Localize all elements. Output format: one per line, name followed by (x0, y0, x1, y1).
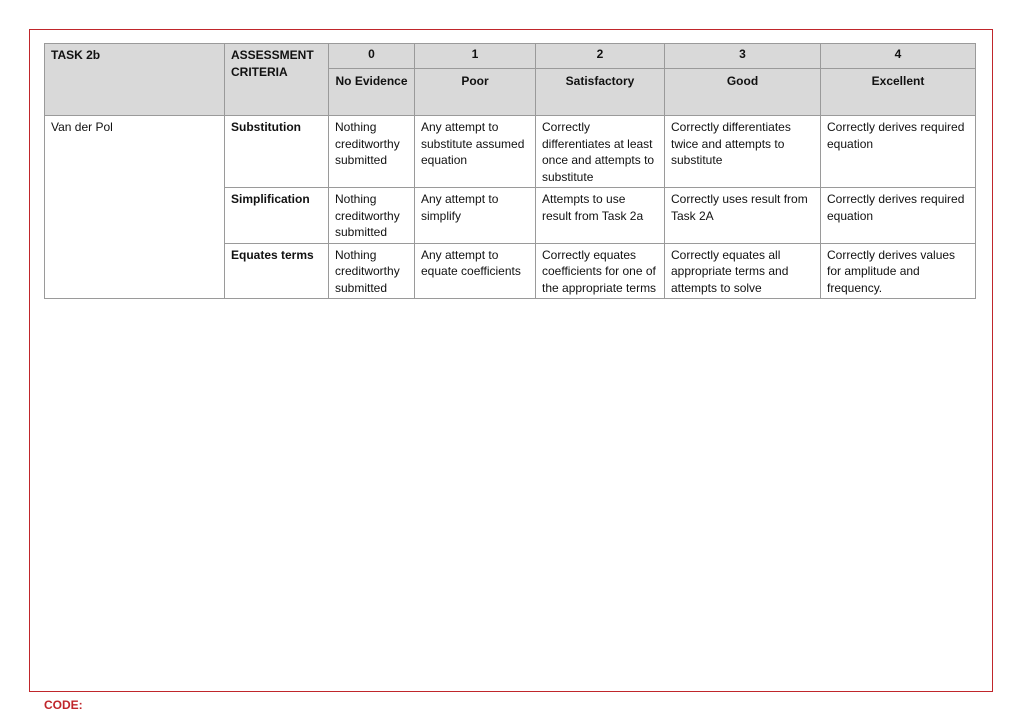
level-name-4: Excellent (821, 69, 976, 116)
rubric-cell: Correctly derives required equation (821, 188, 976, 244)
criterion-label: Substitution (225, 116, 329, 188)
criterion-label: Equates terms (225, 243, 329, 299)
topic-cell: Van der Pol (45, 116, 225, 299)
level-name-0: No Evidence (329, 69, 415, 116)
level-score-1: 1 (415, 44, 536, 69)
level-name-1: Poor (415, 69, 536, 116)
rubric-table (44, 43, 976, 299)
level-score-3: 3 (665, 44, 821, 69)
level-score-0: 0 (329, 44, 415, 69)
level-score-4: 4 (821, 44, 976, 69)
rubric-cell: Nothing creditworthy submitted (329, 188, 415, 244)
rubric-cell: Any attempt to equate coefficients (415, 243, 536, 299)
criterion-label: Simplification (225, 188, 329, 244)
rubric-cell: Nothing creditworthy submitted (329, 243, 415, 299)
level-name-3: Good (665, 69, 821, 116)
rubric-cell: Any attempt to substitute assumed equation (415, 116, 536, 188)
header-row-scores (45, 44, 976, 69)
rubric-cell: Attempts to use result from Task 2a (536, 188, 665, 244)
rubric-cell: Nothing creditworthy submitted (329, 116, 415, 188)
rubric-cell: Correctly differentiates at least once and attempts to substitute (536, 116, 665, 188)
code-label: CODE: (44, 698, 83, 712)
rubric-cell: Correctly derives required equation (821, 116, 976, 188)
rubric-cell: Correctly uses result from Task 2A (665, 188, 821, 244)
rubric-cell: Any attempt to simplify (415, 188, 536, 244)
rubric-cell: Correctly equates coefficients for one of the appropriate terms (536, 243, 665, 299)
criteria-header: ASSESSMENT CRITERIA (225, 44, 329, 116)
rubric-cell: Correctly derives values for amplitude and frequency. (821, 243, 976, 299)
task-header: TASK 2b (45, 44, 225, 116)
table-row (45, 116, 976, 188)
level-name-2: Satisfactory (536, 69, 665, 116)
rubric-cell: Correctly equates all appropriate terms and attempts to solve (665, 243, 821, 299)
level-score-2: 2 (536, 44, 665, 69)
rubric-cell: Correctly differentiates twice and attempts to substitute (665, 116, 821, 188)
